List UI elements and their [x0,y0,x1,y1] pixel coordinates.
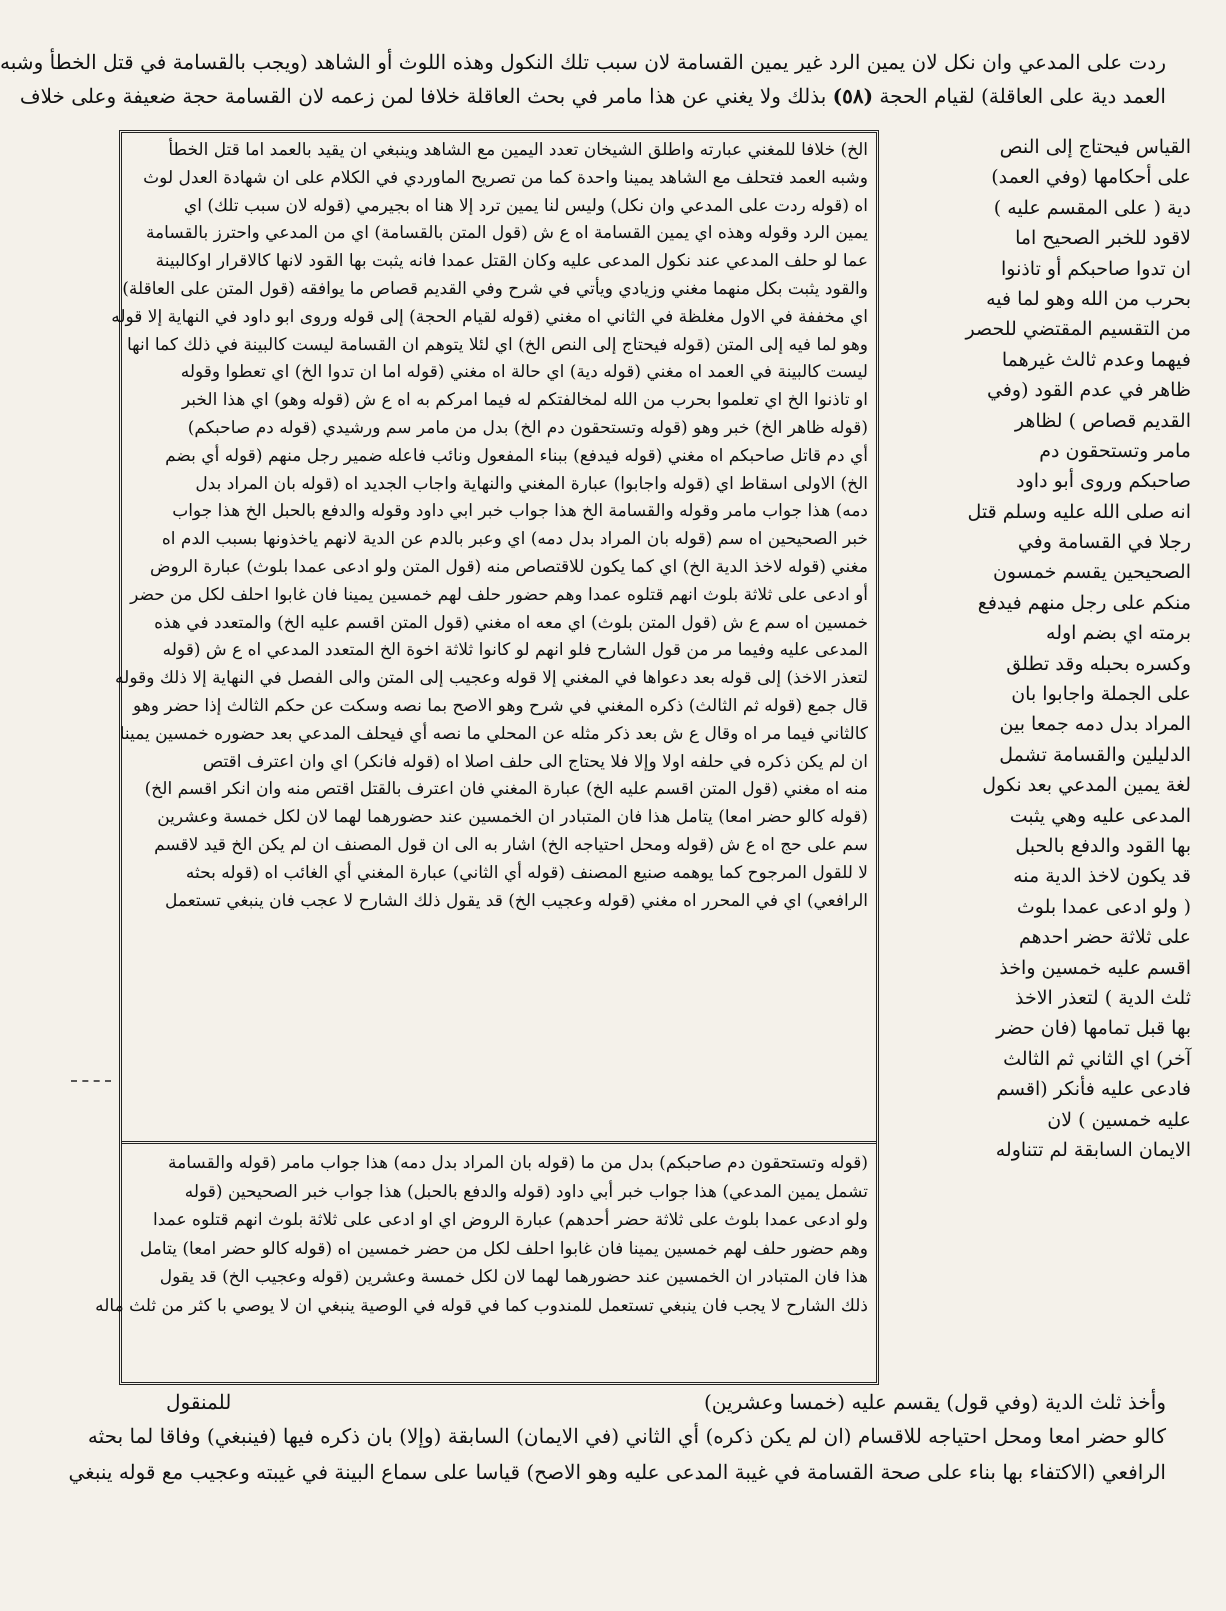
side-text-line: برمته اي بضم اوله [1046,622,1191,645]
side-text-line: وكسره بحبله وقد تطلق [1006,652,1191,675]
commentary-main-line: دمه) هذا جواب مامر وقوله والقسامة الخ هذا جواب خبر ابي داود وقوله والدفع بالحبل الخ هذا جواب [172,501,868,522]
side-text-line: المدعى عليه وهي يثبت [1009,804,1191,827]
commentary-main-line: المدعى عليه وفيما مر من قول الشارح فلو انهم لو كانوا ثلاثة اخوة الخ المتعدد المدعي اه ع ش (قوله [162,640,868,661]
commentary-main-line: وهو لما فيه إلى المتن (قوله فيحتاج إلى النص الخ) اي لئلا يتوهم ان القسامة ليست كالبينة في ذلك كما انها [126,334,868,355]
margin-dash-mark [71,1080,111,1082]
side-text-line: الصحيحين يقسم خمسون [992,561,1191,584]
side-text-line: بها قبل تمامها (فان حضر [996,1017,1191,1040]
side-text-line: فادعى عليه فأنكر (اقسم [996,1078,1191,1101]
commentary-main-line: الخ) الاولى اسقاط اي (قوله واجابوا) عبارة المغني والنهاية واجاب الجديد اه (قوله بان المراد بدل [195,473,868,494]
commentary-main-line: سم على حج اه ع ش (قوله ومحل احتياجه الخ) اشار به الى ان قول المصنف ان لم يكن الخ قيد لاقسم [154,834,868,855]
commentary-main-line: يمين الرد وقوله وهذه اي يمين القسامة اه ع ش (قول المتن بالقسامة) اي من المدعي واحترز بالقسامة [145,223,868,244]
commentary-main-line: (قوله ظاهر الخ) خبر وهو (قوله وتستحقون دم الخ) بدل من مامر سم ورشيدي (قوله دم صاحبكم) [187,417,868,438]
side-text-line: منكم على رجل منهم فيدفع [977,591,1191,614]
commentary-main-line: اه (قوله ردت على المدعي وان نكل) وليس لنا يمين ترد إلا هنا اه بجيرمي (قوله لان سبب تلك) اي [183,195,868,216]
side-text-line: عليه خمسين ) لان [1047,1108,1191,1131]
commentary-main-line: الرافعي) اي في المحرر اه مغني (قوله وعجيب الخ) قد يقول ذلك الشارح لا عجب فان ينبغي تستعمل [165,890,868,911]
commentary-lower [95,1149,868,1320]
side-text-line: ان تدوا صاحبكم أو تاذنوا [1000,257,1191,280]
side-text-line: بها القود والدفع بالحبل [1015,834,1191,857]
commentary-main-line: الخ) خلافا للمغني عبارته واطلق الشيخان تعدد اليمين مع الشاهد وينبغي ان يقيد بالعمد اما قتل الخطأ [168,140,868,160]
header-line-2 [19,84,1166,108]
commentary-main-line: منه اه مغني (قول المتن اقسم عليه الخ) عبارة المغني فان اعترف بالقتل اقتص منه وان انكر اقسم الخ) [144,779,868,800]
commentary-divider [122,1141,876,1144]
side-text-line: الايمان السابقة لم تتناوله [995,1138,1191,1161]
side-text-column [891,132,1191,1165]
commentary-main-line: عما لو حلف المدعي عند نكول المدعى عليه وكان القتل عمدا فانه يثبت بها القود لانها كالاقرار اوكالبينة [155,251,868,272]
header-line-2-start: العمد دية على العاقلة) لقيام الحجة [879,84,1166,108]
side-text-line: ( ولو ادعى عمدا بلوث [1016,895,1191,918]
side-text-line: مامر وتستحقون دم [1039,439,1191,462]
side-text-line: الدليلين والقسامة تشمل [999,743,1191,766]
commentary-main-line: (قوله كالو حضر امعا) يتامل هذا فان المتبادر ان الخمسين عند حضورهما لهما لان لكل خمسة وعشرين [157,807,868,828]
side-text-line: فيهما وعدم ثالث غيرهما [1001,348,1191,371]
commentary-main-line: ليست كالبينة في العمد اه مغني (قوله دية) اي حالة اه مغني (قوله اما ان تدوا الخ) اي تعطوا وقوله [180,362,868,383]
commentary-lower-line: (قوله وتستحقون دم صاحبكم) بدل من ما (قوله بان المراد بدل دمه) هذا جواب مامر (قوله والقسامة [168,1153,868,1173]
side-text-line: اقسم عليه خمسين واخذ [999,956,1191,979]
side-text-line: بحرب من الله وهو لما فيه [986,287,1191,310]
footer-line-2: كالو حضر امعا ومحل احتياجه للاقسام (ان لم يكن ذكره) أي الثاني (في الايمان) السابقة (وإلا) بان ذكره فيها (فينبغي) وفاقا لما بحثه [87,1424,1166,1448]
commentary-main-line: خمسين اه سم ع ش (قول المتن بلوث) اي معه اه مغني (قول المتن اقسم عليه الخ) والمتعدد في هذه [154,612,868,633]
commentary-main-line: لتعذر الاخذ) إلى قوله بعد دعواها في المغني إلا قوله وعجيب إلى المتن والى الفصل في النهاية إلا ذلك وقوله [115,668,868,689]
page-number: (٥٨) [832,84,874,108]
commentary-lower-line: هذا فان المتبادر ان الخمسين عند حضورهما لهما لان لكل خمسة وعشرين (قوله وعجيب الخ) قد يقول [159,1267,868,1287]
commentary-main-line: ان لم يكن ذكره في حلفه اولا وإلا فلا يحتاج الى حلف اصلا اه (قوله فانكر) اي وان اعترف اقتص [202,751,868,772]
side-text-line: على ثلاثة حضر احدهم [1018,926,1191,949]
commentary-lower-line: وهم حضور حلف لهم خمسين يمينا فان غابوا احلف لكل من حضر خمسين اه (قوله كالو حضر امعا) يتامل [139,1238,868,1259]
commentary-main-line: لا للقول المرجوح كما يوهمه صنيع المصنف (قوله أي الثاني) عبارة المغني أي الغائب اه (قوله بحثه [185,862,868,883]
side-text-line: لاقود للخبر الصحيح اما [1015,227,1191,250]
side-text-line: رجلا في القسامة وفي [1017,531,1191,554]
header-line-2-end: بذلك ولا يغني عن هذا مامر في بحث العاقلة خلافا لمن زعمه لان القسامة حجة ضعيفة وعلى خلاف [19,84,827,108]
side-text-line: ثلث الدية ) لتعذر الاخذ [1015,986,1191,1009]
side-text-line: دية ( على المقسم عليه ) [993,196,1191,219]
side-text-line: آخر) اي الثاني ثم الثالث [1003,1047,1191,1070]
side-text-line: على أحكامها (وفي العمد) [991,166,1191,189]
commentary-frame [95,130,879,1385]
side-text-line: المراد بدل دمه جمعا بين [999,713,1191,736]
footer-line-1-left: للمنقول [166,1390,232,1414]
commentary-lower-line: ذلك الشارح لا يجب فان ينبغي تستعمل للمندوب كما في قوله في الوصية ينبغي ان لا يوصي با كثر من ثلث ماله [95,1295,868,1316]
side-text-line: القياس فيحتاج إلى النص [999,136,1191,158]
side-text-line: من التقسيم المقتضي للحصر [965,318,1191,341]
commentary-main-line: خبر الصحيحين اه سم (قوله بان المراد بدل دمه) اي وعبر بالدم عن الدية لانهم ياخذونها بسبب الدم اه [161,529,868,550]
footer-line-1 [106,1390,1166,1414]
side-text-line: انه صلى الله عليه وسلم قتل [967,500,1191,523]
side-text-line: ظاهر في عدم القود (وفي [986,379,1191,402]
commentary-main-line: اي مخففة في الاول مغلظة في الثاني اه مغني (قوله لقيام الحجة) إلى قوله وروى ابو داود في النهاية إلا قوله [111,306,868,327]
side-text-line: قد يكون لاخذ الدية منه [1013,865,1191,888]
commentary-main-line: كالثاني فيما مر اه وقال ع ش بعد ذكر مثله عن المحلي ما نصه أي فيحلف المدعي بعد حضوره خمسين يمينا [119,723,868,744]
commentary-main-line: او تاذنوا الخ اي تعلموا بحرب من الله لمخالفتكم له فيما امركم به اه ع ش (قوله وهو) اي هذا الخبر [181,390,868,411]
commentary-main-line: وشبه العمد فتحلف مع الشاهد يمينا واحدة كما من تصريح الماوردي في الكلام على ان شهادة العدل لوث [143,167,868,188]
side-text-line: القديم قصاص ) لظاهر [1014,409,1191,432]
side-text-line: لغة يمين المدعي بعد نكول [982,774,1191,797]
commentary-main-line: أو ادعى على ثلاثة بلوث انهم قتلوه عمدا وهم حضور حلف لهم خمسين يمينا فان غابوا احلف لكل من حضر [130,584,868,605]
header-line-1: ردت على المدعي وان نكل لان يمين الرد غير يمين القسامة لان سبب تلك النكول وهذه اللوث أو الشاهد (ويجب بالقسامة في قتل الخطأ وشبه [0,50,1166,74]
commentary-lower-line: ولو ادعى عمدا بلوث على ثلاثة حضر أحدهم) عبارة الروض اي او ادعى على ثلاثة بلوث انهم قتلوه عمدا [153,1210,868,1230]
commentary-main-line: أي دم قاتل صاحبكم اه مغني (قوله فيدفع) ببناء المفعول ونائب فاعله ضمير رجل منهم (قوله أي بضم [165,445,868,466]
side-text-line: على الجملة واجابوا بان [1011,683,1191,706]
footer-line-3: الرافعي (الاكتفاء بها بناء على صحة القسامة في غيبة المدعى عليه وهو الاصح) قياسا على سماع البينة في غيبته وعجيب مع قوله ينبغي [68,1460,1166,1484]
commentary-main-line: مغني (قوله لاخذ الدية الخ) اي كما يكون للاقتصاص منه (قول المتن ولو ادعى عمدا بلوث) عبارة الروض [149,556,868,577]
commentary-main [111,137,868,915]
commentary-main-line: والقود يثبت بكل منهما مغني وزيادي ويأتي في شرح وفي القديم قصاص ما يوافقه (قول المتن على العاقلة) [122,278,868,299]
commentary-lower-line: تشمل يمين المدعي) هذا جواب خبر أبي داود (قوله والدفع بالحبل) هذا جواب خبر الصحيحين (قوله [184,1181,868,1202]
footer-line-1-text: وأخذ ثلث الدية (وفي قول) يقسم عليه (خمسا وعشرين) [704,1390,1166,1414]
side-text-line: صاحبكم وروى أبو داود [1016,470,1191,493]
commentary-main-line: قال جمع (قوله ثم الثالث) ذكره المغني في شرح وهو الاصح بما نصه وسكت عن حكم الثالث إذا حضر وهو [132,695,868,716]
